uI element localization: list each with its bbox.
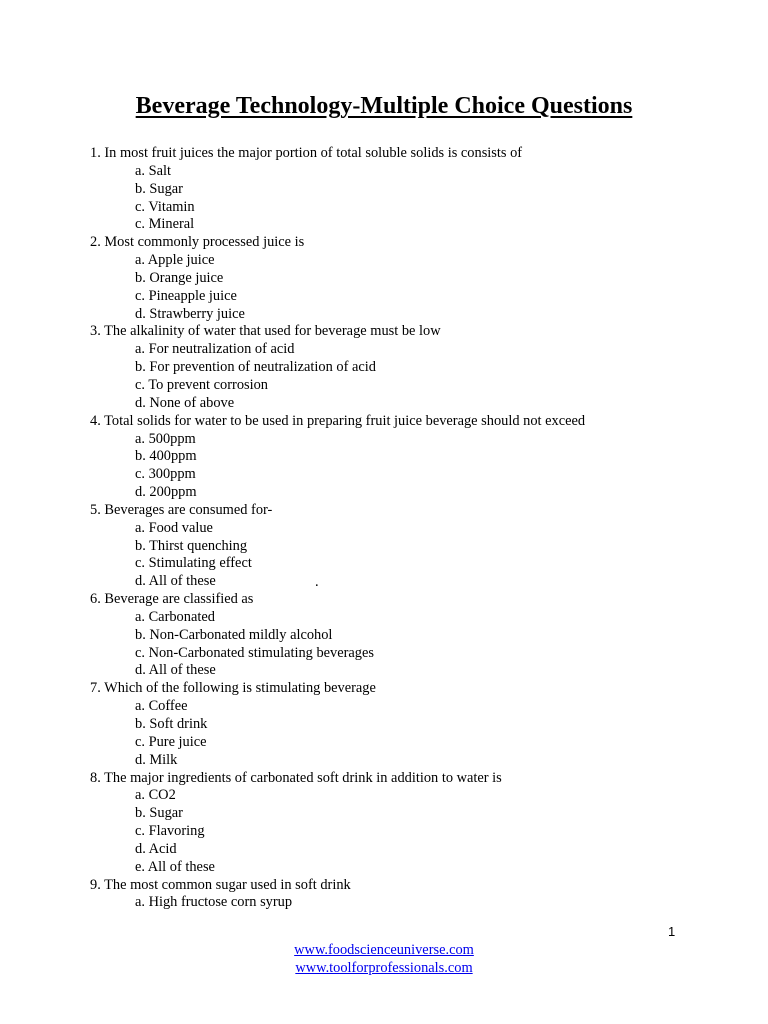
answer-option: c. Flavoring <box>135 823 205 840</box>
answer-option: a. For neutralization of acid <box>135 341 295 358</box>
answer-option: c. Non-Carbonated stimulating beverages <box>135 644 374 661</box>
question-item <box>90 680 740 769</box>
page-title: Beverage Technology-Multiple Choice Questions <box>135 93 633 119</box>
question-item <box>90 145 740 234</box>
answer-option: c. Stimulating effect <box>135 555 252 572</box>
answer-option: a. Coffee <box>135 698 188 715</box>
stray-mark: . <box>315 574 319 590</box>
answer-option: c. Mineral <box>135 216 195 233</box>
answer-option: c. 300ppm <box>135 466 196 483</box>
answer-option: b. Sugar <box>135 805 183 822</box>
question-text: 2. Most commonly processed juice is <box>90 234 305 251</box>
question-item <box>90 323 740 412</box>
answer-option: a. Food value <box>135 519 213 536</box>
question-text: 1. In most fruit juices the major portion of total soluble solids is consists of <box>90 145 523 161</box>
answer-option: a. High fructose corn syrup <box>135 894 293 911</box>
question-text: 7. Which of the following is stimulating beverage <box>90 680 376 697</box>
answer-option: b. Sugar <box>135 180 183 197</box>
footer <box>0 941 768 977</box>
footer-link-foodscienceuniverse[interactable]: www.foodscienceuniverse.com <box>294 942 474 958</box>
question-list <box>90 145 740 912</box>
answer-option: b. Thirst quenching <box>135 537 248 554</box>
answer-option: c. Vitamin <box>135 198 195 215</box>
question-text: 8. The major ingredients of carbonated soft drink in addition to water is <box>90 769 502 786</box>
answer-option: a. CO2 <box>135 787 176 804</box>
answer-option: c. Pure juice <box>135 733 207 750</box>
question-text: 4. Total solids for water to be used in preparing fruit juice beverage should not exceed <box>90 412 586 429</box>
answer-option: b. For prevention of neutralization of acid <box>135 359 376 376</box>
answer-option: b. Non-Carbonated mildly alcohol <box>135 626 333 643</box>
answer-option: d. Milk <box>135 751 178 768</box>
answer-option: d. All of these <box>135 573 216 590</box>
question-text: 6. Beverage are classified as <box>90 591 254 608</box>
answer-option: a. Apple juice <box>135 252 215 269</box>
question-item <box>90 234 740 323</box>
answer-option: e. All of these <box>135 858 215 875</box>
answer-option: c. Pineapple juice <box>135 287 237 304</box>
answer-option: d. All of these <box>135 662 216 679</box>
answer-option: d. Strawberry juice <box>135 305 245 322</box>
footer-link-toolforprofessionals[interactable]: www.toolforprofessionals.com <box>295 960 473 976</box>
question-text: 5. Beverages are consumed for- <box>90 501 273 518</box>
question-text: 3. The alkalinity of water that used for beverage must be low <box>90 323 441 340</box>
answer-option: b. Soft drink <box>135 716 208 732</box>
question-item <box>90 591 740 680</box>
question-item <box>90 770 740 877</box>
answer-option: a. 500ppm <box>135 430 196 447</box>
answer-option: b. Orange juice <box>135 269 224 286</box>
answer-option: b. 400ppm <box>135 448 197 465</box>
question-text: 9. The most common sugar used in soft drink <box>90 876 351 893</box>
answer-option: a. Salt <box>135 162 171 179</box>
answer-option: a. Carbonated <box>135 608 215 625</box>
answer-option: d. None of above <box>135 394 235 411</box>
answer-option: d. Acid <box>135 840 177 857</box>
question-item <box>90 877 740 913</box>
question-item <box>90 413 740 502</box>
answer-option: d. 200ppm <box>135 484 197 501</box>
answer-option: c. To prevent corrosion <box>135 376 269 393</box>
page-number: 1 <box>668 924 676 939</box>
question-item <box>90 502 740 591</box>
